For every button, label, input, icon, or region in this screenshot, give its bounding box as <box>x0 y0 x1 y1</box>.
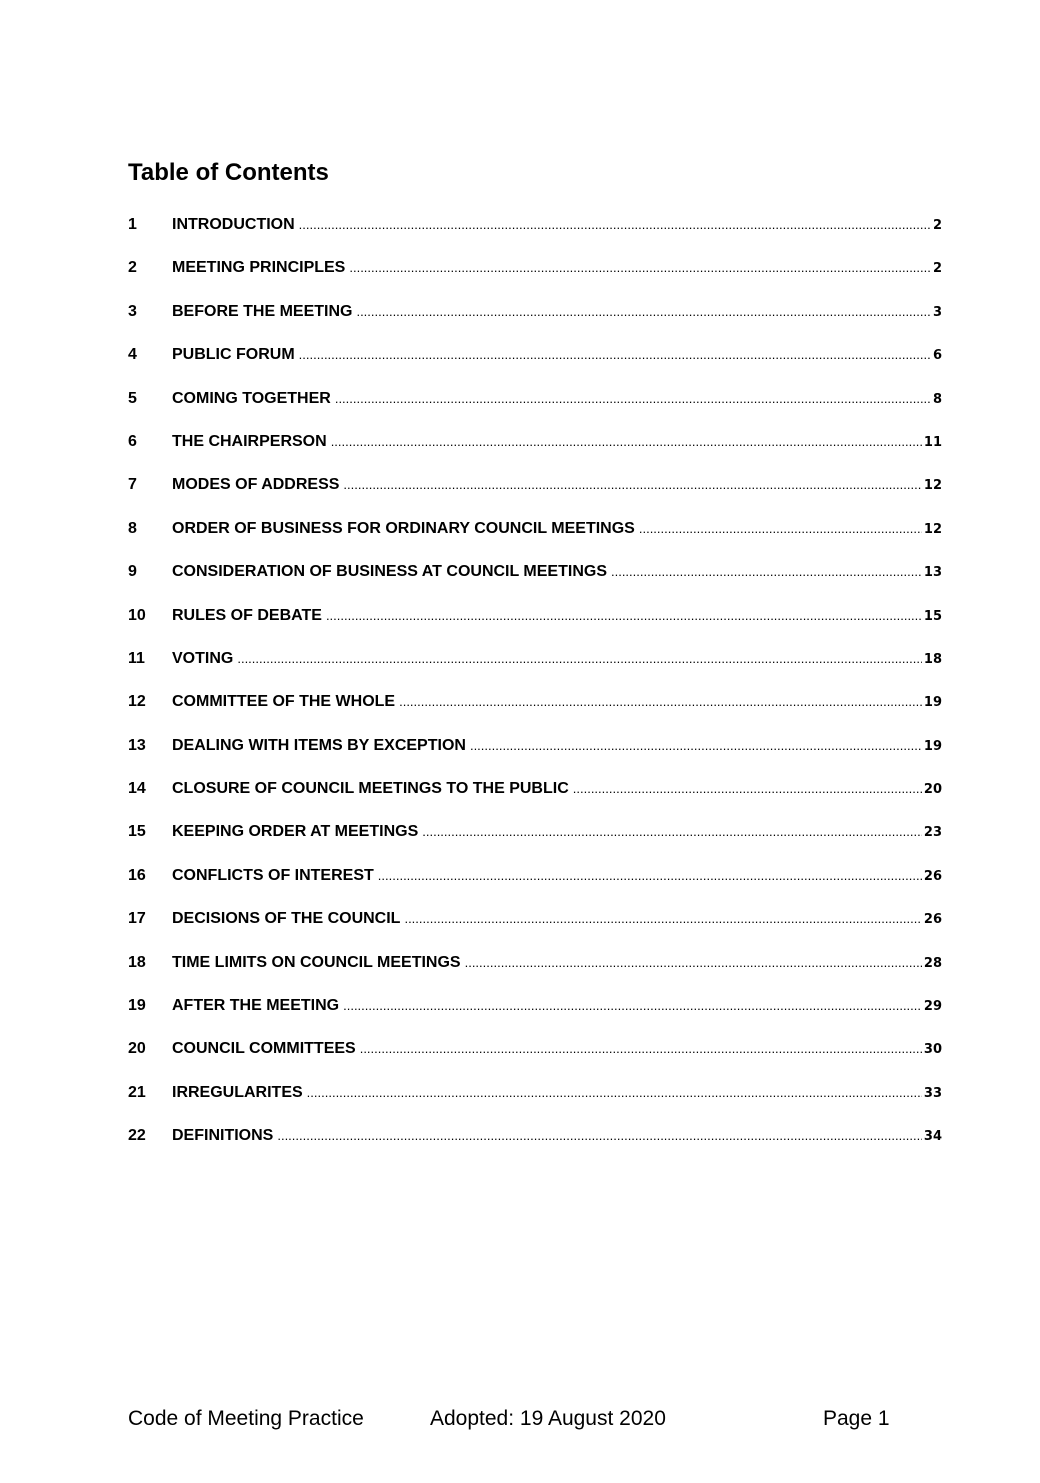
toc-dot-leader <box>399 682 922 722</box>
toc-entry-label[interactable]: TIME LIMITS ON COUNCIL MEETINGS <box>172 953 461 971</box>
toc-dot-leader <box>378 856 922 896</box>
toc-dot-leader <box>343 465 921 505</box>
toc-entry-label[interactable]: DEFINITIONS <box>172 1127 274 1145</box>
toc-entry-number: 4 <box>128 346 137 364</box>
toc-entry[interactable] <box>128 812 942 855</box>
toc-entry[interactable] <box>128 899 942 942</box>
toc-entry[interactable] <box>128 552 942 595</box>
toc-entry-number: 1 <box>128 216 137 233</box>
toc-entry-number: 10 <box>128 606 146 624</box>
toc-entry-number: 5 <box>128 389 137 407</box>
toc-entry-number: 6 <box>128 432 137 450</box>
toc-entry-page[interactable]: 3 <box>932 304 942 320</box>
toc-dot-leader <box>356 292 931 332</box>
toc-entry-label[interactable]: IRREGULARITES <box>172 1083 303 1101</box>
page-footer <box>0 1405 1040 1433</box>
toc-entry[interactable] <box>128 379 942 422</box>
toc-entry-page[interactable]: 2 <box>932 261 942 277</box>
toc-entry[interactable] <box>128 335 942 378</box>
toc-entry-page[interactable]: 28 <box>923 955 942 971</box>
toc-entry-label[interactable]: COUNCIL COMMITTEES <box>172 1040 356 1058</box>
toc-dot-leader <box>639 509 922 549</box>
toc-entry-label[interactable]: DECISIONS OF THE COUNCIL <box>172 910 401 928</box>
toc-dot-leader <box>343 986 922 1026</box>
toc-dot-leader <box>573 769 922 809</box>
toc-entry[interactable] <box>128 1029 942 1072</box>
toc-entry[interactable] <box>128 682 942 725</box>
toc-dot-leader <box>360 1029 922 1069</box>
toc-entry-page[interactable]: 20 <box>923 782 942 798</box>
toc-dot-leader <box>349 248 931 288</box>
toc-entry-page[interactable]: 29 <box>923 999 942 1015</box>
toc-entry-number: 22 <box>128 1127 146 1145</box>
toc-entry-label[interactable]: COMING TOGETHER <box>172 389 331 407</box>
toc-entry-label[interactable]: MODES OF ADDRESS <box>172 476 340 494</box>
toc-entry[interactable] <box>128 205 942 248</box>
table-of-contents <box>128 205 942 1160</box>
toc-entry[interactable] <box>128 596 942 639</box>
toc-dot-leader <box>611 552 922 592</box>
toc-dot-leader <box>326 596 922 636</box>
toc-entry-label[interactable]: CLOSURE OF COUNCIL MEETINGS TO THE PUBLIC <box>172 780 569 798</box>
toc-entry-number: 11 <box>128 649 145 667</box>
toc-dot-leader <box>422 812 922 852</box>
page-title: Table of Contents <box>128 159 329 186</box>
toc-entry[interactable] <box>128 726 942 769</box>
toc-entry-number: 18 <box>128 953 146 971</box>
toc-entry[interactable] <box>128 422 942 465</box>
toc-entry-label[interactable]: AFTER THE MEETING <box>172 997 340 1015</box>
toc-entry-number: 12 <box>128 693 146 711</box>
footer-document-title: Code of Meeting Practice <box>128 1407 364 1430</box>
toc-entry-number: 3 <box>128 302 137 320</box>
toc-entry-number: 13 <box>128 736 146 754</box>
toc-entry-page[interactable]: 12 <box>923 478 942 494</box>
toc-dot-leader <box>404 899 921 939</box>
toc-entry-label[interactable]: BEFORE THE MEETING <box>172 302 353 320</box>
toc-entry-page[interactable]: 26 <box>923 912 942 928</box>
toc-entry-page[interactable]: 12 <box>923 521 942 537</box>
toc-entry-number: 21 <box>128 1083 146 1101</box>
toc-dot-leader <box>299 205 931 245</box>
toc-entry-page[interactable]: 18 <box>923 651 942 667</box>
toc-entry-number: 16 <box>128 866 146 884</box>
toc-entry-number: 20 <box>128 1040 146 1058</box>
toc-dot-leader <box>277 1116 922 1156</box>
toc-entry[interactable] <box>128 943 942 986</box>
toc-entry-page[interactable]: 23 <box>923 825 942 841</box>
toc-entry-label[interactable]: THE CHAIRPERSON <box>172 432 327 450</box>
toc-entry-page[interactable]: 33 <box>923 1085 942 1101</box>
toc-entry-label[interactable]: ORDER OF BUSINESS FOR ORDINARY COUNCIL MEETINGS <box>172 519 635 537</box>
toc-entry-label[interactable]: INTRODUCTION <box>172 216 295 233</box>
toc-entry-number: 2 <box>128 259 137 277</box>
toc-entry-label[interactable]: COMMITTEE OF THE WHOLE <box>172 693 396 711</box>
toc-entry-page[interactable]: 2 <box>932 218 942 233</box>
toc-entry-label[interactable]: CONSIDERATION OF BUSINESS AT COUNCIL MEETINGS <box>172 563 607 581</box>
toc-entry-label[interactable]: RULES OF DEBATE <box>172 606 322 624</box>
toc-entry-number: 14 <box>128 780 146 798</box>
toc-entry-label[interactable]: KEEPING ORDER AT MEETINGS <box>172 823 419 841</box>
toc-entry-page[interactable]: 13 <box>923 565 942 581</box>
toc-entry[interactable] <box>128 639 942 682</box>
toc-entry-label[interactable]: VOTING <box>172 649 234 667</box>
toc-dot-leader <box>237 639 922 679</box>
toc-entry[interactable] <box>128 1073 942 1116</box>
toc-entry-page[interactable]: 15 <box>923 608 942 624</box>
toc-dot-leader <box>331 422 922 462</box>
toc-entry-label[interactable]: PUBLIC FORUM <box>172 346 295 364</box>
toc-entry-label[interactable]: CONFLICTS OF INTEREST <box>172 866 374 884</box>
toc-entry[interactable] <box>128 465 942 508</box>
toc-entry-number: 8 <box>128 519 137 537</box>
toc-entry-page[interactable]: 11 <box>923 434 942 450</box>
toc-dot-leader <box>470 726 922 766</box>
toc-entry[interactable] <box>128 248 942 291</box>
footer-page-number: Page 1 <box>823 1407 890 1430</box>
toc-entry-number: 15 <box>128 823 146 841</box>
toc-dot-leader <box>299 335 931 375</box>
toc-dot-leader <box>335 379 931 419</box>
toc-dot-leader <box>307 1073 922 1113</box>
toc-entry[interactable] <box>128 509 942 552</box>
toc-entry-page[interactable]: 19 <box>923 695 942 711</box>
toc-dot-leader <box>465 943 922 983</box>
toc-entry-number: 7 <box>128 476 137 494</box>
toc-entry-page[interactable]: 6 <box>932 348 942 364</box>
toc-entry-page[interactable]: 8 <box>932 391 942 407</box>
toc-entry-label[interactable]: DEALING WITH ITEMS BY EXCEPTION <box>172 736 466 754</box>
toc-entry-page[interactable]: 34 <box>923 1129 942 1145</box>
toc-entry[interactable] <box>128 292 942 335</box>
toc-entry[interactable] <box>128 1116 942 1159</box>
toc-entry-number: 19 <box>128 997 146 1015</box>
toc-entry[interactable] <box>128 769 942 812</box>
toc-entry[interactable] <box>128 986 942 1029</box>
toc-entry-number: 9 <box>128 563 137 581</box>
toc-entry-page[interactable]: 26 <box>923 868 942 884</box>
toc-entry-page[interactable]: 19 <box>923 738 942 754</box>
toc-entry-label[interactable]: MEETING PRINCIPLES <box>172 259 346 277</box>
toc-entry-number: 17 <box>128 910 146 928</box>
footer-adopted-date: Adopted: 19 August 2020 <box>430 1407 666 1430</box>
toc-entry[interactable] <box>128 856 942 899</box>
toc-entry-page[interactable]: 30 <box>923 1042 942 1058</box>
